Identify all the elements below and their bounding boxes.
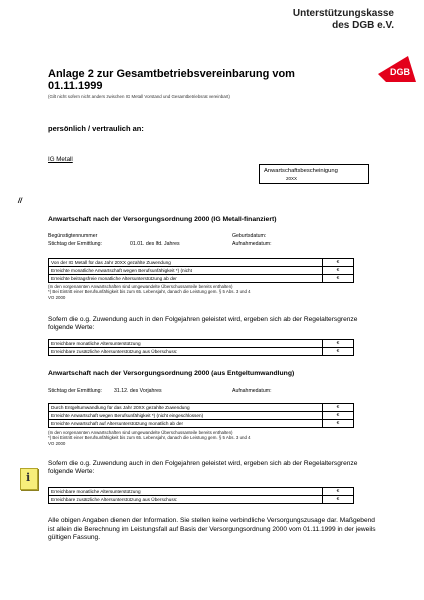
table-cell-currency: € xyxy=(323,496,354,504)
title-subnote: (Gilt nicht sofern nicht anders zwischen IG Metall Vorstand und Gesamtbetriebsrat vereinbart) xyxy=(48,94,230,99)
footnote-line: *) Bei Eintritt einer Berufsunfähigkeit bis zum 65. Lebensjahr, danach die Leistung gem. § 5 Abs. 3 und 4 xyxy=(48,435,251,441)
dgb-logo xyxy=(378,56,416,82)
table-cell-currency: € xyxy=(323,259,354,267)
table-cell-currency: € xyxy=(323,340,354,348)
section1-projection-table xyxy=(48,339,354,356)
section1-field-member: Begünstigtennummer xyxy=(48,233,98,239)
table-cell-label: Erreichte Anwartschaft wegen Berufsunfähigkeit *) (nicht eingeschlossen) xyxy=(49,412,323,420)
section2-projection-table xyxy=(48,487,354,504)
footnote-line: (In den vorgenannten Anwartschaften sind umgewandelte Überschussanteile bereits enthalten) xyxy=(48,284,233,289)
table-cell-currency: € xyxy=(323,412,354,420)
table-cell-label: Erreichbare monatliche Altersunterstützung xyxy=(49,340,323,348)
table-cell-label: Von der IG Metall für das Jahr 20XX gezahlte Zuwendung xyxy=(49,259,323,267)
sticky-note-icon[interactable] xyxy=(20,468,38,490)
recipient-name: IG Metall xyxy=(48,156,73,163)
table-row xyxy=(49,496,354,504)
footnote-line: (In den vorgenannten Anwartschaften sind umgewandelte Überschussanteile bereits enthalten) xyxy=(48,430,233,435)
table-cell-label: Erreichte Anwartschaft auf Altersunterstützung monatlich ab der xyxy=(49,420,323,428)
table-row xyxy=(49,420,354,428)
certificate-label: Anwartschaftsbescheinigung xyxy=(264,168,338,174)
page-title-line2: 01.11.1999 xyxy=(48,80,103,92)
section1-field-birthdate: Geburtsdatum: xyxy=(232,233,267,239)
table-row xyxy=(49,340,354,348)
table-cell-currency: € xyxy=(323,267,354,275)
org-name-line1: Unterstützungskasse xyxy=(292,8,394,19)
page-title-line1: Anlage 2 zur Gesamtbetriebsvereinbarung vom xyxy=(48,68,295,80)
margin-mark: // xyxy=(18,198,22,205)
section2-paragraph: Sofern die o.g. Zuwendung auch in den Folgejahren geleistet wird, ergeben sich ab der Regelaltersgrenze folgende Werte: xyxy=(48,460,358,476)
section1-field-admission: Aufnahmedatum: xyxy=(232,241,272,247)
table-cell-currency: € xyxy=(323,488,354,496)
table-cell-currency: € xyxy=(323,275,354,283)
confidential-label: persönlich / vertraulich an: xyxy=(48,124,144,133)
certificate-year: 20XX xyxy=(286,176,298,181)
section2-field-deadline: Stichtag der Ermittlung: xyxy=(48,388,102,394)
table-cell-currency: € xyxy=(323,404,354,412)
section2-field-admission: Aufnahmedatum: xyxy=(232,388,272,394)
section1-title: Anwartschaft nach der Versorgungsordnung 2000 (IG Metall-finanziert) xyxy=(48,216,277,223)
table-cell-label: Erreichte monatliche Anwartschaft wegen Berufsunfähigkeit *) (nicht xyxy=(49,267,323,275)
footnote-line: *) Bei Eintritt einer Berufsunfähigkeit bis zum 65. Lebensjahr, danach die Leistung gem. § 5 Abs. 3 und 4 xyxy=(48,289,251,295)
section2-table xyxy=(48,403,354,428)
table-row xyxy=(49,412,354,420)
footnote-line: VO 2000 xyxy=(48,294,66,300)
section2-footnote xyxy=(48,430,358,446)
table-cell-label: Erreichbare zusätzliche Altersunterstützung aus Überschuss: xyxy=(49,348,323,356)
table-cell-label: Durch Entgeltumwandlung für das Jahr 20XX gezahlte Zuwendung xyxy=(49,404,323,412)
org-name-line2: des DGB e.V. xyxy=(332,20,394,31)
table-row xyxy=(49,275,354,283)
table-row xyxy=(49,488,354,496)
table-cell-currency: € xyxy=(323,420,354,428)
table-cell-label: Erreichbare monatliche Altersunterstützung xyxy=(49,488,323,496)
table-row xyxy=(49,259,354,267)
page-title xyxy=(48,68,295,92)
org-name xyxy=(293,8,394,32)
section2-title: Anwartschaft nach der Versorgungsordnung 2000 (aus Entgeltumwandlung) xyxy=(48,370,295,377)
section1-field-deadline-value: 01.01. des lfd. Jahres xyxy=(130,241,180,247)
disclaimer-text: Alle obigen Angaben dienen der Information. Sie stellen keine verbindliche Versorgungszusage dar. Maßgebend ist allein die Berechnung im Leistungsfall auf Basis der Versorgungsordnung 2000 vom 01.11.1999 in der jeweils gültigen Fassung. xyxy=(48,517,376,542)
section1-paragraph: Sofern die o.g. Zuwendung auch in den Folgejahren geleistet wird, ergeben sich ab der Regelaltersgrenze folgende Werte: xyxy=(48,316,358,332)
dgb-logo-text: DGB xyxy=(390,67,410,77)
table-row xyxy=(49,267,354,275)
section2-field-deadline-value: 31.12. des Vorjahres xyxy=(114,388,162,394)
table-row xyxy=(49,348,354,356)
table-row xyxy=(49,404,354,412)
table-cell-label: Erreichbare zusätzliche Altersunterstützung aus Überschuss: xyxy=(49,496,323,504)
certificate-box xyxy=(259,164,369,184)
section1-table xyxy=(48,258,354,283)
footnote-line: VO 2000 xyxy=(48,440,66,446)
table-cell-label: Erreichte beitragsfreie monatliche Altersunterstützung ab der xyxy=(49,275,323,283)
section1-field-deadline: Stichtag der Ermittlung: xyxy=(48,241,102,247)
info-glyph: i xyxy=(26,471,31,484)
table-cell-currency: € xyxy=(323,348,354,356)
section1-footnote xyxy=(48,284,358,300)
